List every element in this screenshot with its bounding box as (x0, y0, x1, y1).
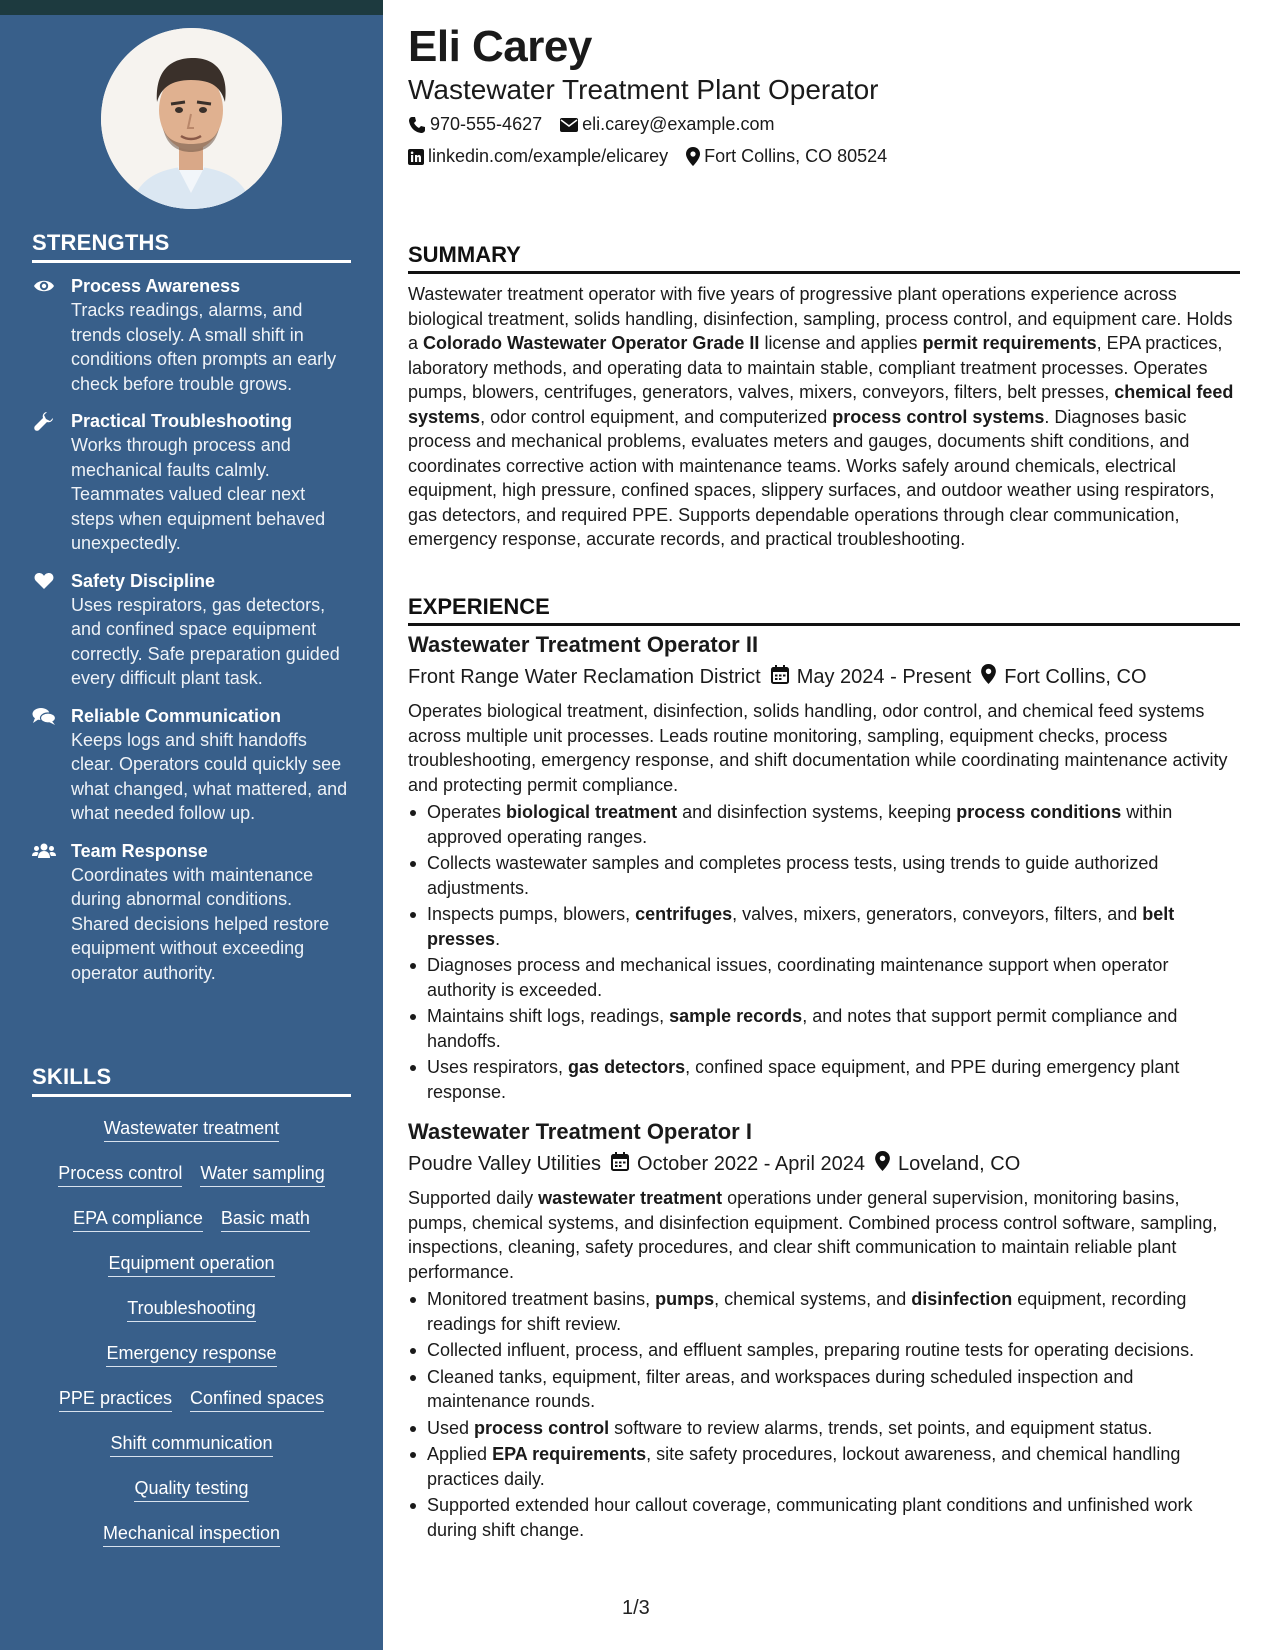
bullet-item (408, 1365, 1240, 1414)
skill-tag: Emergency response (106, 1342, 276, 1367)
bullet-item (408, 1055, 1240, 1104)
job-summary-text: operations under general supervision, monitoring basins, pumps, chemical systems, and disinfection equipment. Combined process control software, sampling, inspections, cleaning, safety procedures, and clear shift communication to maintain reliable plant performance. (408, 1188, 1218, 1282)
bullet-item (408, 1338, 1240, 1363)
bullet-text: , valves, mixers, generators, conveyors, filters, and (732, 904, 1143, 924)
strength-title: Team Response (71, 840, 208, 861)
phone-icon (408, 116, 426, 134)
skill-tag: PPE practices (59, 1387, 172, 1412)
summary-text-part: , EPA practices, laboratory methods, and operating data to maintain stable, compliant treatment processes. Operates pumps, blowers, centrifuges, generators, valves, mixers, conveyors, filters, belt presses, (408, 333, 1223, 402)
page-number: 1/3 (622, 1597, 650, 1619)
skill-tag: Troubleshooting (127, 1297, 255, 1322)
experience-heading: EXPERIENCE (408, 594, 1240, 626)
skill-tag: Wastewater treatment (104, 1117, 279, 1142)
bullet-text: Cleaned tanks, equipment, filter areas, and workspaces during scheduled inspection and maintenance rounds. (427, 1366, 1134, 1411)
bullet-text: Inspects pumps, blowers, (427, 904, 636, 924)
bullet-item (408, 953, 1240, 1002)
bullet-item (408, 1004, 1240, 1053)
skill-tag: Water sampling (200, 1162, 324, 1187)
bullet-item (408, 851, 1240, 900)
strength-description: Tracks readings, alarms, and trends closely. A small shift in conditions often prompts an early check before trouble grows. (71, 300, 337, 394)
summary-text-part: . Diagnoses basic process and mechanical problems, evaluates meters and gauges, documents shift conditions, and coordinates corrective action with maintenance teams. Works safely around chemicals, electrical equipment, high pressure, confined spaces, slippery surfaces, and outdoor weather using respirators, gas detectors, and required PPE. Supports dependable operations through clear communication, emergency response, accurate records, and practical troubleshooting. (408, 406, 1215, 549)
job-bullets (408, 1287, 1240, 1542)
heart-icon (32, 571, 56, 591)
avatar (101, 28, 282, 209)
linkedin-icon (408, 149, 424, 165)
skills-section (32, 1064, 351, 1557)
candidate-name: Eli Carey (408, 22, 592, 71)
bullet-item (408, 1287, 1240, 1336)
job-summary-bold: wastewater treatment (538, 1188, 723, 1208)
bullet-bold: sample records (669, 1006, 803, 1026)
strength-item (32, 274, 351, 396)
job-role: Wastewater Treatment Operator I (408, 1119, 752, 1144)
strength-description: Works through process and mechanical faults calmly. Teammates valued clear next steps when equipment behaved unexpectedly. (71, 435, 326, 553)
bullet-text: , chemical systems, and (714, 1289, 912, 1309)
strengths-heading: STRENGTHS (32, 230, 351, 263)
skill-tag: Process control (58, 1162, 182, 1187)
job-dates: October 2022 - April 2024 (637, 1152, 865, 1175)
calendar-icon (771, 665, 789, 690)
candidate-title: Wastewater Treatment Plant Operator (408, 74, 879, 105)
job-location: Fort Collins, CO (1004, 665, 1147, 688)
map-marker-icon (686, 147, 700, 166)
bullet-bold: process conditions (956, 802, 1122, 822)
sidebar (0, 0, 383, 1650)
linkedin-url: linkedin.com/example/elicarey (428, 146, 669, 166)
bullet-text: Collects wastewater samples and completes process tests, using trends to guide authorized adjustments. (427, 853, 1159, 898)
calendar-icon (611, 1152, 629, 1177)
summary-text-part: , odor control equipment, and computerized (480, 406, 833, 427)
phone-number: 970-555-4627 (430, 114, 543, 134)
bullet-item (408, 902, 1240, 951)
bullet-text: , site safety procedures, lockout awareness, and chemical handling practices daily. (427, 1444, 1181, 1489)
job-bullets (408, 800, 1240, 1104)
bullet-text: Applied (427, 1444, 493, 1464)
strength-title: Practical Troubleshooting (71, 411, 293, 431)
company-name: Front Range Water Reclamation District (408, 665, 761, 688)
bullet-item (408, 1416, 1240, 1441)
summary-text (408, 282, 1240, 552)
summary-text-bold: chemical feed systems (408, 382, 1234, 427)
users-icon (32, 841, 56, 861)
job-summary (408, 1186, 1240, 1284)
bullet-text: within approved operating ranges. (427, 802, 1173, 847)
linkedin-contact[interactable] (408, 146, 668, 167)
contact-row (408, 146, 887, 167)
skill-tag: Equipment operation (108, 1252, 274, 1277)
bullet-text: . (495, 928, 501, 949)
summary-heading: SUMMARY (408, 242, 1240, 274)
bullet-bold: pumps (655, 1289, 715, 1309)
bullet-text: Maintains shift logs, readings, (427, 1006, 670, 1026)
strength-item (32, 839, 351, 986)
job-location: Loveland, CO (897, 1152, 1021, 1175)
job-summary: Operates biological treatment, disinfection, solids handling, odor control, and chemical feed systems across multiple unit processes. Leads routine monitoring, sampling, equipment checks, process troubleshooting, emergency response, and shift documentation while coordinating maintenance activity and protecting permit compliance. (408, 701, 1228, 795)
wrench-icon (32, 411, 56, 431)
strength-item (32, 704, 351, 826)
job-role: Wastewater Treatment Operator II (408, 632, 759, 657)
strength-description: Coordinates with maintenance during abnormal conditions. Shared decisions helped restore equipment without exceeding operator authority. (71, 864, 330, 983)
skill-tag: Quality testing (134, 1477, 248, 1502)
bullet-text: , confined space equipment, and PPE during emergency plant response. (427, 1057, 1180, 1102)
bullet-bold: process control (474, 1417, 610, 1438)
summary-text-part: Wastewater treatment operator with five years of progressive plant operations experience across biological treatment, solids handling, disinfection, sampling, process control, and equipment care. Holds a (408, 284, 1233, 353)
bullet-text: , and notes that support permit compliance and handoffs. (427, 1006, 1178, 1051)
strength-item (32, 569, 351, 691)
email-contact[interactable] (560, 114, 774, 135)
job-dates: May 2024 - Present (796, 665, 972, 688)
job-entry (408, 632, 1240, 1106)
map-marker-icon (875, 1151, 890, 1177)
bullet-bold: gas detectors (568, 1057, 686, 1077)
skill-tag: EPA compliance (73, 1207, 203, 1232)
strength-description: Uses respirators, gas detectors, and confined space equipment correctly. Safe preparation guided every difficult plant task. (71, 594, 340, 688)
summary-text-part: license and applies (759, 333, 923, 353)
strength-description: Keeps logs and shift handoffs clear. Operators could quickly see what changed, what mattered, and what needed follow up. (71, 729, 348, 823)
bullet-item (408, 1442, 1240, 1491)
bullet-bold: EPA requirements (492, 1444, 647, 1464)
strength-item (32, 409, 351, 556)
bullet-text: equipment, recording readings for shift review. (427, 1289, 1187, 1334)
bullet-bold: disinfection (911, 1289, 1013, 1309)
skill-tag: Mechanical inspection (103, 1522, 280, 1547)
location-text: Fort Collins, CO 80524 (704, 146, 888, 166)
summary-text-bold: process control systems (832, 406, 1045, 427)
job-entry (408, 1119, 1240, 1544)
strength-title: Safety Discipline (71, 570, 216, 591)
bullet-bold: centrifuges (635, 904, 733, 924)
bullet-bold: biological treatment (506, 802, 678, 822)
strengths-section (32, 230, 351, 985)
bullet-text: Used (427, 1417, 475, 1438)
summary-text-bold: permit requirements (922, 333, 1097, 353)
location-contact (686, 146, 887, 167)
skill-tag: Confined spaces (190, 1387, 324, 1412)
bullet-bold: belt presses (427, 904, 1175, 949)
email-address: eli.carey@example.com (582, 114, 775, 134)
bullet-text: Monitored treatment basins, (427, 1289, 656, 1309)
sidebar-top-bar (0, 0, 383, 15)
skill-tag: Basic math (221, 1207, 310, 1232)
map-marker-icon (981, 664, 996, 690)
bullet-text: Operates (427, 802, 507, 822)
bullet-item (408, 1493, 1240, 1542)
comments-icon (32, 706, 56, 726)
bullet-text: Supported extended hour callout coverage, communicating plant conditions and unfinished work during shift change. (427, 1495, 1193, 1540)
bullet-text: and disinfection systems, keeping (677, 802, 957, 822)
phone-contact[interactable] (408, 114, 542, 135)
job-meta (408, 1151, 1240, 1177)
eye-icon (32, 276, 56, 296)
bullet-item (408, 800, 1240, 849)
company-name: Poudre Valley Utilities (408, 1152, 602, 1175)
envelope-icon (560, 118, 578, 132)
summary-text-bold: Colorado Wastewater Operator Grade II (423, 333, 760, 353)
contact-row (408, 114, 774, 135)
job-summary-text: Supported daily (408, 1188, 539, 1208)
bullet-text: Diagnoses process and mechanical issues, coordinating maintenance support when operator authority is exceeded. (427, 955, 1169, 1000)
skill-tag: Shift communication (110, 1432, 272, 1457)
skills-heading: SKILLS (32, 1064, 351, 1097)
job-meta (408, 664, 1240, 690)
skills-list (32, 1107, 351, 1557)
strength-title: Reliable Communication (71, 705, 282, 726)
strength-title: Process Awareness (71, 276, 241, 296)
bullet-text: Uses respirators, (427, 1057, 569, 1077)
bullet-text: software to review alarms, trends, set points, and equipment status. (609, 1417, 1153, 1438)
bullet-text: Collected influent, process, and effluent samples, preparing routine tests for operating decisions. (427, 1340, 1195, 1360)
